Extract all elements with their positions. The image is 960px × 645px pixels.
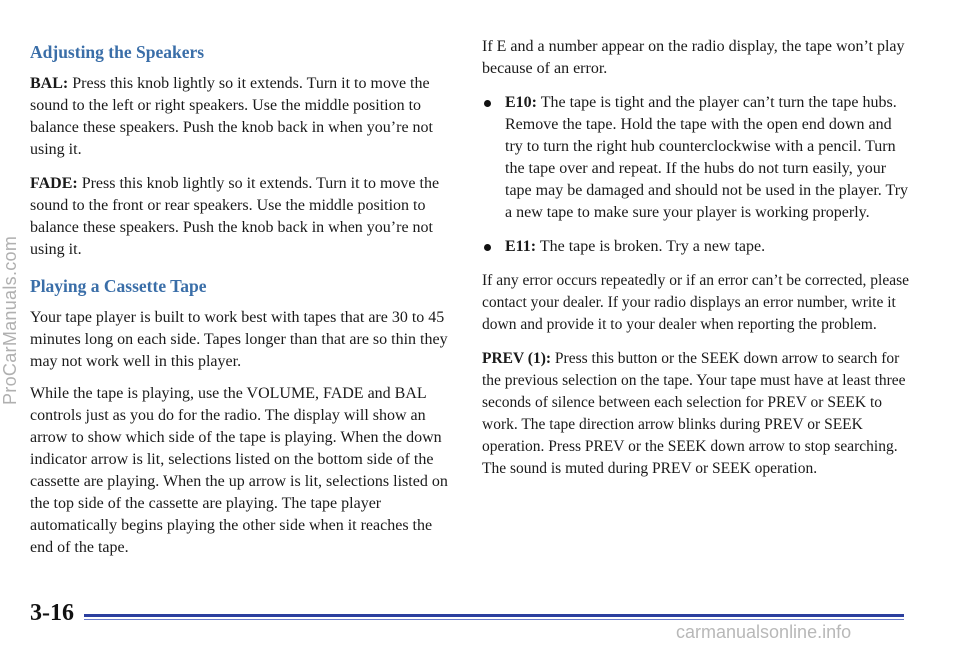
repeat-error-paragraph: If any error occurs repeatedly or if an error can’t be corrected, please contact your dealer. If your radio displays an error number, write it down and provide it to your dealer when reporting the problem.: [482, 272, 910, 333]
left-column: [30, 0, 455, 559]
e11-text: The tape is broken. Try a new tape.: [536, 238, 766, 255]
footer-rule-thin: [84, 619, 904, 620]
e11-paragraph: [505, 236, 912, 258]
e10-paragraph: [505, 92, 912, 224]
bal-paragraph: [30, 73, 455, 161]
e10-text: The tape is tight and the player can’t turn the tape hubs. Remove the tape. Hold the tape with the open end down and try to turn the right hub counterclockwise with a pencil. Turn the tape over and repeat. If the hubs do not turn easily, your tape may be damaged and should not be used in the player. Try a new tape to make sure your player is working properly.: [505, 94, 909, 221]
page-number: 3-16: [30, 600, 74, 626]
bottom-watermark: carmanualsonline.info: [676, 622, 852, 642]
prev-text: Press this button or the SEEK down arrow to search for the previous selection on the tape. Your tape must have at least three seconds of silence between each selection for PREV or SEEK to work. The tape direction arrow blinks during PREV or SEEK operation. Press PREV or the SEEK down arrow to stop searching. The sound is muted during PREV or SEEK operation.: [482, 350, 906, 477]
side-watermark: ProCarManuals.com: [0, 235, 20, 405]
speakers-heading: Adjusting the Speakers: [30, 42, 205, 62]
bullet-icon: [484, 100, 491, 107]
bullet-icon: [484, 244, 491, 251]
e11-label: E11:: [505, 238, 537, 255]
error-intro-paragraph: If E and a number appear on the radio display, the tape won’t play because of an error.: [482, 38, 905, 77]
fade-text: Press this knob lightly so it extends. Turn it to move the sound to the front or rear speakers. Use the middle position to balance these speakers. Push the knob back in when you’re not using it.: [30, 175, 440, 258]
fade-label: FADE:: [30, 175, 78, 192]
prev-paragraph: [482, 348, 912, 480]
cassette-paragraph-2: While the tape is playing, use the VOLUME, FADE and BAL controls just as you do for the radio. The display will show an arrow to show which side of the tape is playing. When the down indicator arrow is lit, selections listed on the bottom side of the cassette are playing. When the up arrow is lit, selections listed on the top side of the cassette are playing. The tape player automatically begins playing the other side when it reaches the end of the tape.: [30, 385, 448, 556]
fade-paragraph: [30, 173, 455, 261]
cassette-heading: Playing a Cassette Tape: [30, 276, 207, 296]
bal-text: Press this knob lightly so it extends. Turn it to move the sound to the left or right speakers. Use the middle position to balance these speakers. Push the knob back in when you’re not using it.: [30, 75, 433, 158]
footer-rule: [84, 614, 904, 617]
bal-label: BAL:: [30, 75, 69, 92]
prev-label: PREV (1):: [482, 350, 552, 367]
e10-item: [482, 92, 912, 224]
e10-label: E10:: [505, 94, 537, 111]
e11-item: [482, 236, 912, 258]
right-column: [482, 0, 912, 480]
cassette-paragraph-1: Your tape player is built to work best with tapes that are 30 to 45 minutes long on each side. Tapes longer than that are so thin they may not work well in this player.: [30, 309, 448, 370]
